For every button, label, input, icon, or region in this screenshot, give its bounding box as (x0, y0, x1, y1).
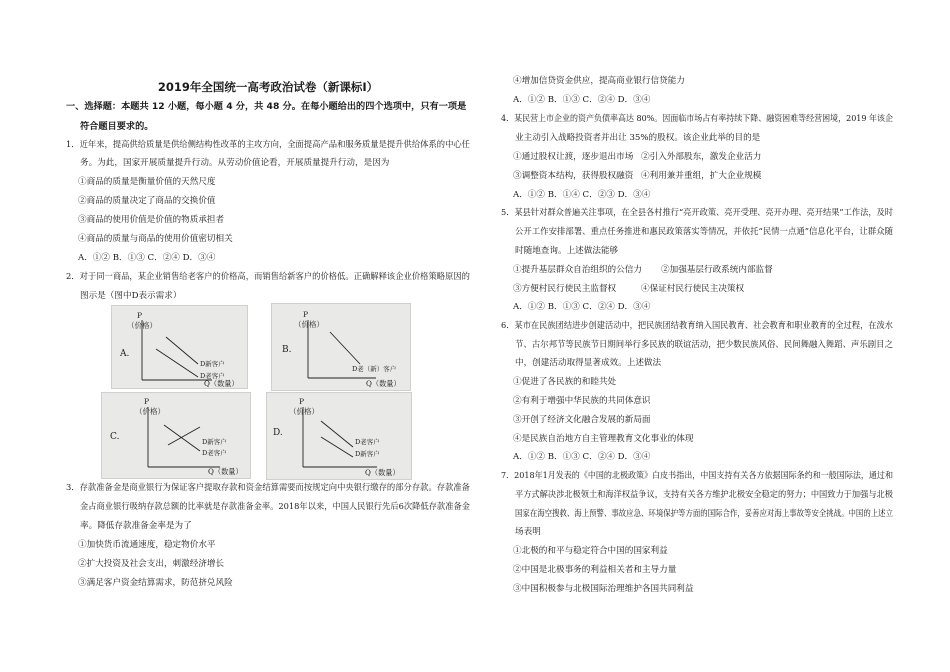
q3-option-4: ④增加信贷资金供应，提高商业银行信贷能力 (513, 76, 685, 86)
graph-c-q-label: Q（数量） (208, 467, 243, 476)
graph-b-letter: B. (282, 345, 292, 355)
graph-d-d2-label: D新客户 (355, 450, 380, 458)
graph-d-demand-line-1 (321, 421, 353, 447)
graph-b-d1-label: D老（新）客户 (352, 365, 397, 373)
page-title: 2019年全国统一高考政治试卷（新课标Ⅰ） (157, 80, 379, 94)
graph-a-d1-label: D新客户 (200, 360, 225, 368)
q7-option-1: ①北极的和平与稳定符合中国的国家利益 (513, 546, 668, 556)
q4-option-2: ②引入外部股东，激发企业活力 (641, 152, 762, 162)
q7-option-3: ③中国积极参与北极国际治理维护各国共同利益 (513, 584, 694, 594)
graph-b-q-label: Q（数量） (366, 379, 401, 388)
graph-c-svg (102, 393, 250, 478)
q3-answers: A．①② B．①③ C．②④ D．③④ (513, 95, 651, 105)
q6-option-4: ④是民族自治地方自主管理教育文化事业的体现 (513, 434, 694, 444)
q1-answers: A．①② B．①③ C．②④ D．③④ (78, 253, 216, 263)
q4-option-3: ③调整资本结构，获得股权融资 (513, 171, 634, 181)
q3-line3: 率。降低存款准备金率是为了 (80, 521, 192, 531)
graph-a-demand-line-2 (156, 349, 198, 377)
q1-option-1: ①商品的质量是衡量价值的天然尺度 (78, 177, 216, 187)
graph-a-letter: A. (120, 349, 130, 359)
q5-line2: 公开工作安排部署、重点任务推进和惠民政策落实等情况，并依托“民情一点通”信息化平台，让群众随 (515, 227, 893, 237)
graph-b-p-label: P (303, 310, 309, 319)
graph-c (101, 392, 251, 479)
q1-option-4: ④商品的质量与商品的使用价值密切相关 (78, 234, 233, 244)
graph-c-letter: C. (110, 432, 120, 442)
graph-a-price-label: （价格） (127, 321, 157, 330)
graph-a (111, 305, 248, 389)
q1-option-2: ②商品的质量决定了商品的交换价值 (78, 196, 216, 206)
q6-option-1: ①促进了各民族的和睦共处 (513, 377, 617, 387)
graph-c-demand-line-2 (168, 427, 200, 445)
q5-line3: 时随地查询。上述做法能够 (515, 246, 619, 256)
q3-line1: 3．存款准备金是商业银行为保证客户提取存款和资金结算需要而按规定向中央银行缴存的部分存款。存款准备 (66, 483, 470, 493)
q4-option-1: ①通过股权让渡，逐步退出市场 (513, 152, 634, 162)
q4-line2: 业主动引入战略投资者并出让 35%的股权。该企业此举的目的是 (515, 133, 761, 143)
q6-line2: 节、古尔邦节等民族节日期间举行多民族的联谊活动，把少数民族风俗、民间舞融入舞蹈、声乐剧目之 (515, 340, 893, 350)
graph-c-demand-line-1 (164, 425, 200, 451)
graph-c-d2-label: D老客户 (202, 449, 227, 457)
section-heading-line1: 一、选择题：本题共 12 小题，每小题 4 分，共 48 分。在每小题给出的四个选项中，只有一项是 (66, 101, 467, 112)
section-heading-line2: 符合题目要求的。 (80, 121, 154, 132)
q2-line1: 2．对于同一商品，某企业销售给老客户的价格高，而销售给新客户的价格低。正确解释该企业价格策略原因的 (66, 272, 470, 282)
q7-line2: 平方式解决涉北极领土和海洋权益争议，支持有关各方维护北极安全稳定的努力；中国致力于加强与北极 (515, 490, 893, 500)
q5-option-3: ③方便村民行使民主监督权 (513, 284, 617, 294)
graph-d-q-label: Q（数量） (365, 468, 400, 477)
q2-line2: 图示是（图中D表示需求） (80, 291, 182, 301)
q4-line1: 4．某民营上市企业的资产负债率高达 80%。因面临市场占有率持续下降、融资困难等经营困境，2019 年该企 (501, 114, 893, 124)
q5-answers: A．①② B．①③ C．②④ D．③④ (513, 302, 651, 312)
graph-b-svg (272, 304, 410, 390)
q1-line1: 1．近年来，提高供给质量是供给侧结构性改革的主攻方向，全面提高产品和服务质量是提升供给体系的中心任 (66, 140, 470, 150)
q1-option-3: ③商品的使用价值是价值的物质承担者 (78, 215, 225, 225)
graph-b-price-label: （价格） (294, 320, 324, 329)
graph-d (266, 392, 412, 480)
graph-b-demand-line (330, 332, 360, 364)
graph-d-d1-label: D老客户 (355, 438, 380, 446)
graph-d-demand-line-2 (321, 437, 353, 457)
q4-answers: A．①② B．①④ C．②③ D．③④ (513, 190, 651, 200)
q3-option-3: ③满足客户资金结算需求，防范挤兑风险 (78, 578, 233, 588)
graph-b (271, 303, 411, 391)
q7-line3: 国家在海空搜救、海上预警、事故应急、环境保护等方面的国际合作，妥善应对海上事故等安全挑战。中国的上述立 (515, 509, 893, 519)
graph-a-q-label: Q（数量） (204, 379, 239, 388)
q6-line1: 6．某市在民族团结进步创建活动中，把民族团结教育纳入国民教育、社会教育和职业教育的全过程，在泼水 (501, 321, 893, 331)
q7-line4: 场表明 (515, 527, 541, 537)
q6-option-3: ③开创了经济文化融合发展的新局面 (513, 415, 651, 425)
graph-c-d1-label: D新客户 (202, 438, 227, 446)
q4-option-4: ④利用兼并重组，扩大企业规模 (641, 171, 762, 181)
q6-option-2: ②有利于增强中华民族的共同体意识 (513, 396, 651, 406)
graph-c-price-label: （价格） (135, 407, 165, 416)
graph-d-price-label: （价格） (289, 407, 319, 416)
graph-a-svg (112, 306, 247, 388)
graph-c-p-label: P (144, 397, 150, 406)
q5-line1: 5．某县针对群众普遍关注事项，在全县各村推行“亮开政策、亮开受理、亮开办理、亮开结果”工作法，及时 (501, 208, 893, 218)
q3-option-1: ①加快货币流通速度，稳定物价水平 (78, 540, 216, 550)
q7-option-2: ②中国是北极事务的利益相关者和主导力量 (513, 565, 677, 575)
q5-option-4: ④保证村民行使民主决策权 (641, 284, 745, 294)
q1-line2: 务。为此，国家开展质量提升行动。从劳动价值论看，开展质量提升行动，是因为 (80, 158, 390, 168)
q5-option-2: ②加强基层行政系统内部监督 (661, 265, 773, 275)
graph-a-d2-label: D老客户 (200, 372, 225, 380)
graph-d-svg (267, 393, 411, 479)
q5-option-1: ①提升基层群众自治组织的公信力 (513, 265, 642, 275)
q6-line3: 中，创建活动取得显著成效。上述做法 (515, 358, 662, 368)
q3-option-2: ②扩大投资及社会支出，刺激经济增长 (78, 559, 225, 569)
q3-line2: 金占商业银行吸纳存款总额的比率就是存款准备金率。2018年以来，中国人民银行先后6次降低存款准备金 (80, 502, 470, 512)
graph-a-demand-line-1 (166, 337, 198, 364)
graph-a-p-label: P (137, 311, 143, 320)
graph-d-p-label: P (299, 397, 305, 406)
graph-d-letter: D. (273, 428, 283, 438)
q6-answers: A．①② B．①③ C．②④ D．③④ (513, 452, 651, 462)
q7-line1: 7．2018年1月发表的《中国的北极政策》白皮书指出，中国支持有关各方依据国际条约和一般国际法，通过和 (501, 471, 893, 481)
